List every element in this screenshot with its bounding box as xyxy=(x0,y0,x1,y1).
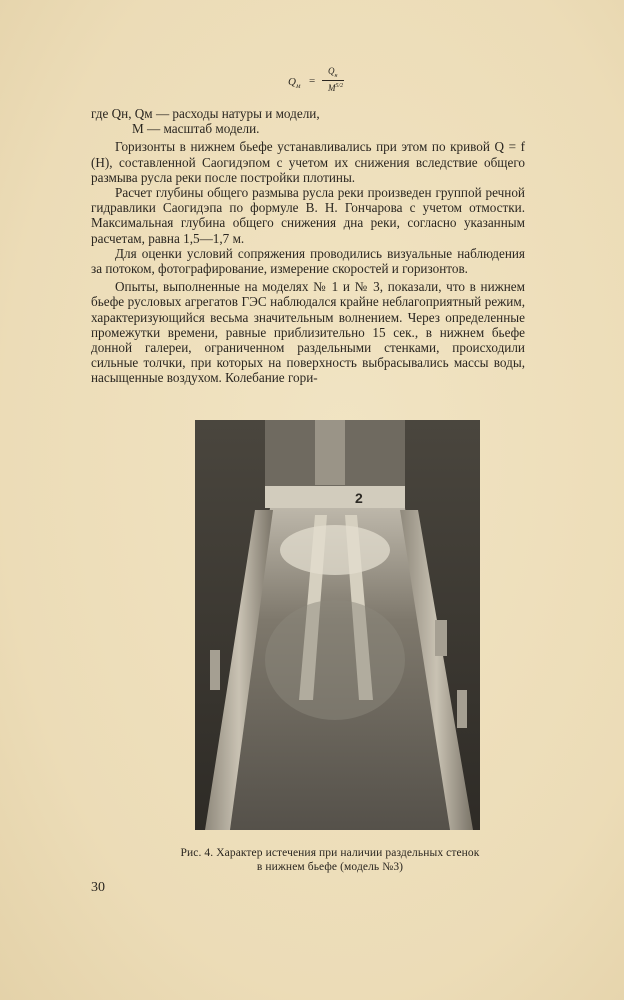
caption-line-2: в нижнем бьефе (модель №3) xyxy=(256,861,404,873)
page-number: 30 xyxy=(91,880,105,895)
figure-caption xyxy=(120,846,540,874)
fraction-bar xyxy=(322,80,344,81)
paragraph-3: Для оценки условий сопряжения проводились визуальные наблюдения за потоком, фотографирование, измерение скоростей и горизонтов. xyxy=(91,245,525,277)
paragraph-4: Опыты, выполненные на моделях № 1 и № 3, показали, что в нижнем бьефе русловых агрегатов ГЭС наблюдался крайне неблагоприятный режим, характеризующийся весьма значительным волнением. Через определенные промежутки времени, равные приблизительно 15 сек., в нижнем бьефе донной галереи, ограниченном раздельными стенками, происходили сильные толчки, при которых на поверхность выбрасывались массы воды, насыщенные воздухом. Колебание гори- xyxy=(91,279,525,386)
body-text xyxy=(91,106,525,386)
photo-label: 2 xyxy=(355,490,363,506)
paragraph-2: Расчет глубины общего размыва русла реки произведен группой речной гидравлики Саогидэпа по формуле В. Н. Гончарова с учетом отмостки. Максимальная глубина общего снижения дна реки, согласно указанным расчетам, равна 1,5—1,7 м. xyxy=(91,185,525,246)
formula-lhs: $Q_м$ xyxy=(288,76,301,91)
scale-formula xyxy=(288,66,368,100)
figure-photo xyxy=(195,420,480,830)
formula-equals: = xyxy=(309,75,316,87)
formula-denominator: $M^{5/2}$ xyxy=(328,83,344,93)
paragraph-1: Горизонты в нижнем бьефе устанавливались при этом по кривой Q = f (H), составленной Саогидэпом с учетом их снижения вследствие общего размыва русла реки после постройки плотины. xyxy=(91,139,525,185)
caption-line-1: Рис. 4. Характер истечения при наличии раздельных стенок xyxy=(180,847,480,859)
formula-numerator: $Q_н$ xyxy=(328,66,338,79)
definition-line-2: M — масштаб модели. xyxy=(132,121,260,137)
definition-line-1: где Qн, Qм — расходы натуры и модели, xyxy=(91,106,320,121)
